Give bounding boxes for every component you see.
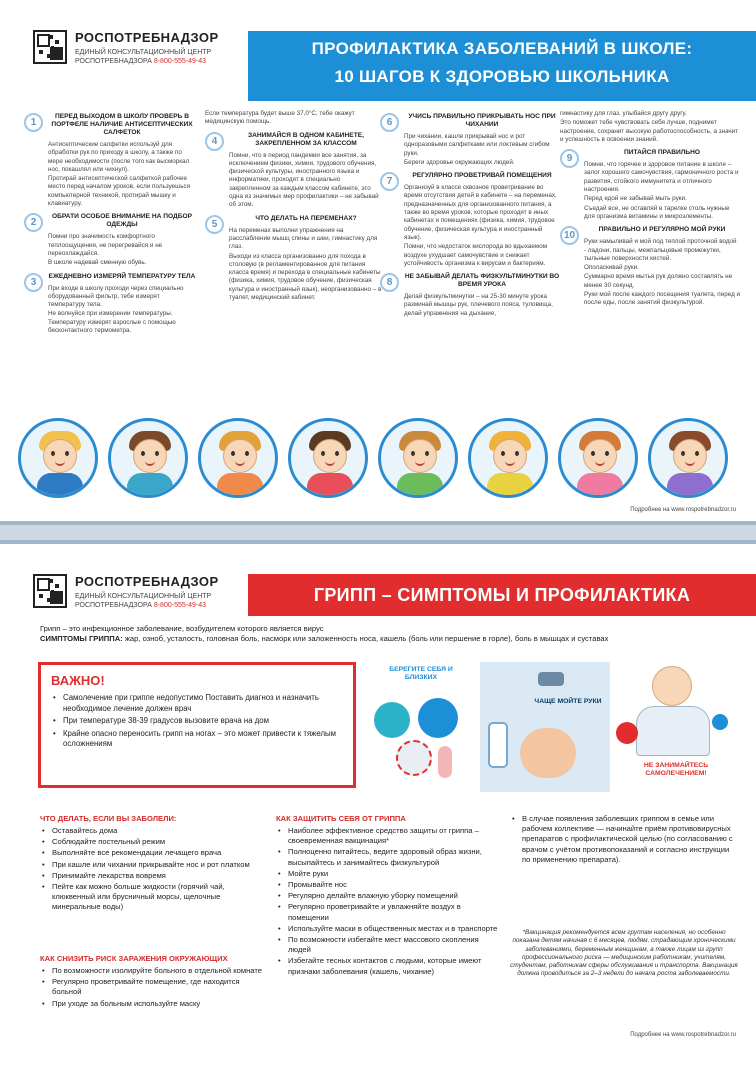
step-text: Помни, что в период пандемии все занятия, за исключением физики, химии, трудового обучения, физической культуры, иностранного языка и информатики, проходят в специально закрепленном за каждым классом кабинете, это одна из значимых мер профилактики – не забывай об этом. (229, 151, 379, 209)
vaccination-note: *Вакцинация рекомендуется всем группам населения, но особенно показана детям начиная с 6 месяцев, людям, страдающим хроническими заболеваниями, беременным женщинам, а также лицам из групп профессионального риска — медицинским работникам, учителям, студентам, работникам сферы обслуживания и транспорта. Вакцинация должна проводиться за 2–3 недели до начала роста заболеваемости. (510, 929, 738, 978)
step-title: ПИТАЙСЯ ПРАВИЛЬНО (623, 149, 700, 157)
wash-hands-illustration: ЧАЩЕ МОЙТЕ РУКИ (480, 662, 610, 792)
step-text: Организуй в классе сквозное проветривание во время отсутствия детей в кабинете – на переменах, предназначенных для организованного питания, а также во время уроков, которые проходят в иных кабинетах и помещениях (физика, химия, трудовое обучение, физическая культура и иностранный язык). (404, 184, 557, 241)
step-6 (380, 113, 560, 167)
step-title: УЧИСЬ ПРАВИЛЬНО ПРИКРЫВАТЬ НОС ПРИ ЧИХАНИИ (408, 113, 556, 128)
child-icon (198, 418, 278, 498)
step-number: 5 (205, 215, 224, 234)
doctor-coat (636, 706, 710, 756)
flu-intro: Грипп – это инфекционное заболевание, возбудителем которого является вирус СИМПТОМЫ ГРИППА: жар, озноб, усталость, головная боль, насморк или заложенность носа, кашель (боль или першение в горле), боль в мышцах и суставах (40, 624, 609, 643)
step-text: Делай физкультминутки – на 25-30 минуте урока разминай мышцы рук, плечевого пояса, туловища, делай упражнения на дыхание, (404, 293, 553, 317)
step-text: Помни, что недостаток кислорода во вдыхаемом воздухе ухудшает самочувствие и снижает устойчивость организма к вирусам и бактериям. (404, 243, 548, 267)
step-text: Протирай антисептической салфеткой рабочее место перед началом уроков, если пользуешься компьютерной техникой, протирай мышку и клавиатуру. (48, 175, 191, 208)
protect-family-illustration: БЕРЕГИТЕ СЕБЯ И БЛИЗКИХ (366, 662, 474, 792)
step-title: ОБРАТИ ОСОБОЕ ВНИМАНИЕ НА ПОДБОР ОДЕЖДЫ (51, 213, 193, 229)
step-text: В школе надевай сменную обувь. (48, 259, 147, 267)
if-sick-item: • Выполняйте все рекомендации лечащего врача (40, 848, 262, 858)
step-continued (205, 110, 383, 127)
step-number: 3 (24, 273, 43, 292)
person-icon (418, 698, 458, 738)
steps-column-1 (24, 110, 196, 340)
step-9 (560, 149, 740, 221)
child-icon (558, 418, 638, 498)
step-3 (24, 273, 196, 336)
step-text: гимнастику для глаз, улыбайся другу другу. (560, 110, 687, 117)
if-sick-item: • Соблюдайте постельный режим (40, 837, 262, 847)
important-item: • Самолечение при гриппе недопустимо Поставить диагноз и назначить необходимое лечение должен врач (51, 693, 343, 714)
steps-column-3 (380, 110, 560, 323)
soap-icon (488, 722, 508, 768)
no-self-treatment-illustration: НЕ ЗАНИМАЙТЕСЬ САМОЛЕЧЕНИЕМ! (614, 662, 738, 792)
hand-wash-icon (520, 728, 576, 778)
step-text: Съедай все, не оставляй в тарелке столь нужные для организма витамины и микроэлементы. (584, 204, 730, 220)
title-banner (248, 31, 756, 101)
reduce-risk-title: КАК СНИЗИТЬ РИСК ЗАРАЖЕНИЯ ОКРУЖАЮЩИХ (40, 954, 228, 963)
qr-code-icon (33, 30, 67, 64)
flu-title-banner: ГРИПП – СИМПТОМЫ И ПРОФИЛАКТИКА (248, 574, 756, 616)
step-number: 1 (24, 113, 43, 132)
if-sick-item: • Принимайте лекарства вовремя (40, 871, 262, 881)
child-icon (468, 418, 548, 498)
reduce-risk-item: • По возможности изолируйте больного в отдельной комнате (40, 966, 262, 976)
org-name: РОСПОТРЕБНАДЗОР (75, 30, 219, 45)
important-title: ВАЖНО! (51, 673, 105, 688)
protect-item: • Промывайте нос (276, 880, 498, 890)
step-title: НЕ ЗАБЫВАЙ ДЕЛАТЬ ФИЗКУЛЬТМИНУТКИ ВО ВРЕМЯ УРОКА (404, 273, 560, 289)
if-sick-item: • При кашле или чихании прикрывайте нос и рот платком (40, 860, 262, 870)
step-1 (24, 113, 196, 208)
step-number: 2 (24, 213, 43, 232)
step-number: 4 (205, 132, 224, 151)
more-info-link[interactable]: Подробнее на www.rospotrebnadzor.ru (630, 507, 736, 513)
step-text: Помни про значимость комфортного теплоощущения, не перегревайся и не переохлаждайся. (48, 233, 163, 257)
step-8 (380, 273, 560, 318)
step-text: При входе в школу проходи через специально оборудованный фильтр, тебе измерят температуру тела. (48, 284, 184, 309)
important-item: • Крайне опасно переносить грипп на ногах – это может привести к тяжелым осложнениям (51, 729, 343, 750)
protect-item: • Мойте руки (276, 869, 498, 879)
doctor-icon (652, 666, 692, 706)
step-title: ПРАВИЛЬНО И РЕГУЛЯРНО МОЙ РУКИ (598, 226, 726, 234)
rospotrebnadzor-logo (33, 30, 219, 70)
step-text: Если температура будет выше 37,0°С, тебе окажут медицинскую помощь. (205, 110, 355, 126)
step-number: 8 (380, 273, 399, 292)
poster-school-prevention (0, 0, 756, 525)
family-note-list (510, 814, 738, 866)
step-text: Суммарно время мытья рук должно составлять не менее 30 секунд. (584, 273, 733, 289)
poster-title: ПРОФИЛАКТИКА ЗАБОЛЕВАНИЙ В ШКОЛЕ: (311, 39, 693, 58)
qr-code-icon (33, 574, 67, 608)
step-title: РЕГУЛЯРНО ПРОВЕТРИВАЙ ПОМЕЩЕНИЯ (412, 172, 552, 180)
step-2 (24, 213, 196, 267)
step-4 (205, 132, 383, 210)
child-icon (18, 418, 98, 498)
child-icon (378, 418, 458, 498)
if-sick-title: ЧТО ДЕЛАТЬ, ЕСЛИ ВЫ ЗАБОЛЕЛИ: (40, 814, 177, 823)
steps-column-2 (205, 110, 383, 307)
step-text: На переменах выполни упражнения на расслабление мышц спины и шеи, гимнастику для глаз. (229, 226, 378, 251)
more-info-link-2[interactable]: Подробнее на www.rospotrebnadzor.ru (630, 1032, 736, 1038)
protect-item: • Регулярно проветривайте и увлажняйте воздух в помещении (276, 902, 498, 922)
if-sick-list (40, 826, 262, 914)
faucet-icon (538, 672, 564, 686)
step-number: 7 (380, 172, 399, 191)
step-text: Ополаскивай руки. (584, 264, 639, 272)
pill-icon (616, 722, 638, 744)
step-text: Перед едой не забывай мыть руки. (584, 195, 687, 203)
if-sick-item: • Пейте как можно больше жидкости (горячий чай, клюквенный или брусничный морсы, щелочные минеральные воды) (40, 882, 262, 913)
step-10 (560, 226, 740, 307)
poster-flu (0, 540, 756, 1080)
protect-item: • Наиболее эффективное средство защиты от гриппа – своевременная вакцинация* (276, 826, 498, 846)
step-5 (205, 215, 383, 303)
org-phone: 8-800-555-49-43 (153, 58, 206, 65)
children-illustrations (18, 418, 740, 498)
child-icon (288, 418, 368, 498)
org-subtitle: ЕДИНЫЙ КОНСУЛЬТАЦИОННЫЙ ЦЕНТР РОСПОТРЕБНАДЗОРА 8-800-555-49-43 (75, 593, 212, 609)
protect-item: • По возможности избегайте мест массового скопления людей (276, 935, 498, 955)
child-icon (648, 418, 728, 498)
reduce-risk-item: • Регулярно проветривайте помещение, где находится больной (40, 977, 262, 997)
pill-icon (712, 714, 728, 730)
step-continued (560, 110, 740, 144)
step-text: Береги здоровье окружающих людей. (404, 158, 515, 166)
step-title: ЕЖЕДНЕВНО ИЗМЕРЯЙ ТЕМПЕРАТУРУ ТЕЛА (48, 272, 196, 280)
protect-item: • Полноценно питайтесь, ведите здоровый образ жизни, высыпайтесь и занимайтесь физкультурой (276, 847, 498, 867)
reduce-risk-list (40, 966, 262, 1010)
step-title: ПЕРЕД ВЫХОДОМ В ШКОЛУ ПРОВЕРЬ В ПОРТФЕЛЕ НАЛИЧИЕ АНТИСЕПТИЧЕСКИХ САЛФЕТОК (51, 113, 193, 136)
step-text: Это поможет тебе чувствовать себя лучше, поднимет настроение, сохранит высокую работоспособность, а значит и успешность в освоении знаний. (560, 119, 739, 143)
org-phone: 8-800-555-49-43 (153, 602, 206, 609)
important-item: • При температуре 38-39 градусов вызовите врача на дом (51, 716, 343, 727)
step-text: Выходи из класса организованно для похода в столовую (в регламентированное для питания класса время) и перехода в специальные кабинеты (физика, химия, трудовое обучение, физическая культура и иностранный язык), неорганизованно – в туалет, медицинский кабинет. (229, 252, 382, 302)
step-text: Помни, что горячее и здоровое питание в школе – залог хорошего самочувствия, гармоничного роста и развития, стойкого иммунитета и отличного настроения. (584, 161, 739, 194)
protect-item: • Избегайте тесных контактов с людьми, которые имеют признаки заболевания (кашель, чихание) (276, 956, 498, 976)
step-text: Руки намыливай и мой под теплой проточной водой - ладони, пальцы, межпальцевые промежутки, тыльные поверхности кистей. (584, 238, 737, 262)
step-number: 9 (560, 149, 579, 168)
step-title: ЗАНИМАЙСЯ В ОДНОМ КАБИНЕТЕ, ЗАКРЕПЛЕННОМ ЗА КЛАССОМ (248, 131, 364, 147)
rospotrebnadzor-logo-2 (33, 574, 219, 614)
step-text: Не волнуйся при измерении температуры. Температуру измерят взрослые с помощью бесконтактного термометра. (48, 310, 176, 335)
step-7 (380, 172, 560, 268)
important-box (38, 662, 356, 788)
protect-title: КАК ЗАЩИТИТЬ СЕБЯ ОТ ГРИППА (276, 814, 406, 823)
step-title: ЧТО ДЕЛАТЬ НА ПЕРЕМЕНАХ? (255, 214, 357, 222)
step-text: При чихании, кашле прикрывай нос и рот одноразовыми салфетками или локтевым сгибом руки. (404, 133, 550, 157)
org-name: РОСПОТРЕБНАДЗОР (75, 574, 219, 589)
org-subtitle: ЕДИНЫЙ КОНСУЛЬТАЦИОННЫЙ ЦЕНТР РОСПОТРЕБНАДЗОРА 8-800-555-49-43 (75, 49, 212, 65)
reduce-risk-item: • При уходе за больным используйте маску (40, 999, 262, 1009)
virus-icon (396, 740, 432, 776)
thermometer-icon (438, 746, 452, 778)
steps-column-4 (560, 110, 740, 313)
step-text: Руки мой после каждого посещения туалета, перед и после еды, после занятий физкультурой. (584, 291, 741, 307)
protect-list (276, 826, 498, 978)
if-sick-item: • Оставайтесь дома (40, 826, 262, 836)
step-number: 10 (560, 226, 579, 245)
step-text: Антисептические салфетки используй для обработки рук по приходу в школу, а также по мере необходимости (после того как высморкал нос, покашлял или чихнул). (48, 141, 190, 173)
family-note: • В случае появления заболевших гриппом в семье или рабочем коллективе — начинайте приём противовирусных препаратов с профилактической целью (по согласованию с врачом с учётом противопоказаний и согласно инструкции по применению препарата). (510, 814, 738, 865)
protect-item: • Регулярно делайте влажную уборку помещений (276, 891, 498, 901)
poster-subtitle: 10 ШАГОВ К ЗДОРОВЬЮ ШКОЛЬНИКА (334, 67, 670, 86)
step-number: 6 (380, 113, 399, 132)
person-icon (374, 702, 410, 738)
child-icon (108, 418, 188, 498)
protect-item: • Используйте маски в общественных местах и в транспорте (276, 924, 498, 934)
